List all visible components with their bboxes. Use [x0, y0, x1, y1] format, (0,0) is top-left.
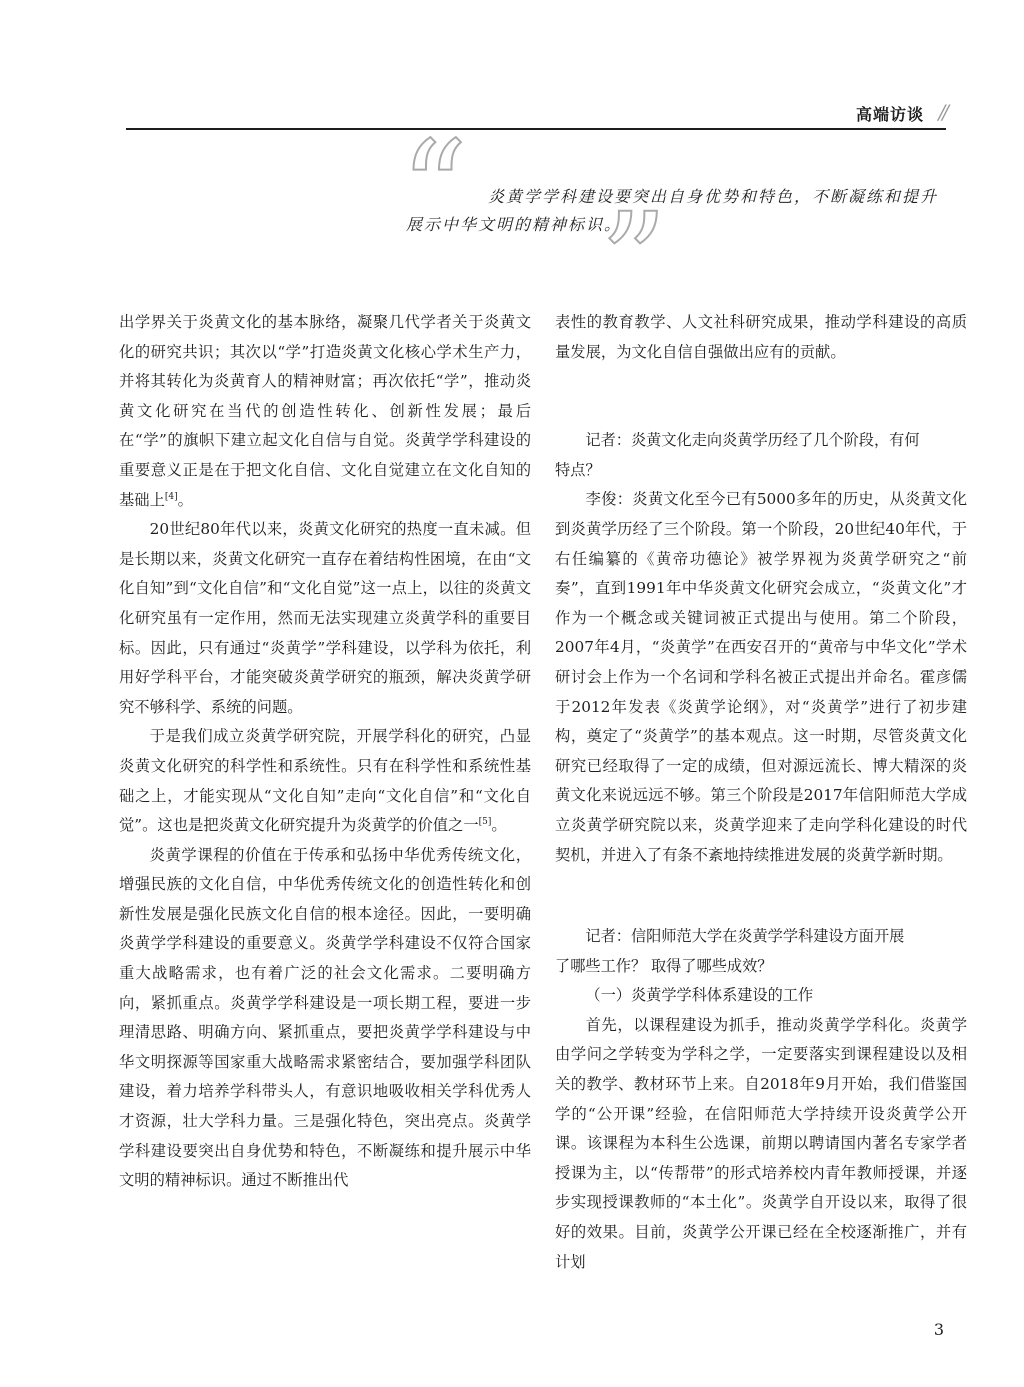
- question-1-line-2: 特点？: [555, 460, 601, 479]
- answer-2: 首先，以课程建设为抓手，推动炎黄学学科化。炎黄学由学问之学转变为学科之学，一定要落实到课程建设以及相关的教学、教材环节上来。自2018年9月开始，我们借鉴国学的“公开课”经验，在信阳师范大学持续开设炎黄学公开课。该课程为本科生公选课，前期以聘请国内著名专家学者授课为主，以“传帮带”的形式培养校内青年教师授课，并逐步实现授课教师的“本土化”。炎黄学自开设以来，取得了很好的效果。目前，炎黄学公开课已经在全校逐渐推广，并有计划: [555, 1015, 967, 1271]
- right-column: [555, 308, 967, 1277]
- open-quote-icon: “: [400, 113, 468, 267]
- page-number: 3: [933, 1320, 944, 1339]
- close-quote-icon: ”: [600, 185, 668, 339]
- header-slash-icon: //: [938, 100, 946, 124]
- left-paragraph-3-end: 。: [491, 816, 507, 835]
- question-2-line-1: 记者：信阳师范大学在炎黄学学科建设方面开展: [585, 927, 905, 946]
- left-paragraph-1-text: 出学界关于炎黄文化的基本脉络，凝聚几代学者关于炎黄文化的研究共识；其次以“学”打造炎黄文化核心学术生产力，并将其转化为炎黄育人的精神财富；再次依托“学”，推动炎黄文化研究在当代的创造性转化、创新性发展；最后在“学”的旗帜下建立起文化自信与自觉。炎黄学学科建设的重要意义正是在于把文化自信、文化自觉建立在文化自知的基础上: [119, 313, 531, 509]
- spacer: [555, 367, 967, 426]
- section-heading-1: （一）炎黄学学科体系建设的工作: [585, 986, 814, 1005]
- left-paragraph-1-end: 。: [177, 490, 193, 509]
- right-paragraph-1: 表性的教育教学、人文社科研究成果，推动学科建设的高质量发展，为文化自信自强做出应有的贡献。: [555, 313, 967, 361]
- header-title: 高端访谈: [855, 105, 924, 124]
- left-paragraph-2: 20世纪80年代以来，炎黄文化研究的热度一直未减。但是长期以来，炎黄文化研究一直存在着结构性困境，在由“文化自知”到“文化自信”和“文化自觉”这一点上，以往的炎黄文化研究虽有一定作用，然而无法实现建立炎黄学科的重要目标。因此，只有通过“炎黄学”学科建设，以学科为依托，利用好学科平台，才能突破炎黄学研究的瓶颈，解决炎黄学研究不够科学、系统的问题。: [119, 520, 531, 716]
- left-column: [119, 308, 531, 1196]
- answer-1: 李俊：炎黄文化至今已有5000多年的历史，从炎黄文化到炎黄学历经了三个阶段。第一个阶段，20世纪40年代，于右任编纂的《黄帝功德论》被学界视为炎黄学研究之“前奏”，直到1991年中华炎黄文化研究会成立，“炎黄文化”才作为一个概念或关键词被正式提出与使用。第二个阶段，2007年4月，“炎黄学”在西安召开的“黄帝与中华文化”学术研讨会上作为一个名词和学科名被正式提出并命名。霍彦儒于2012年发表《炎黄学论纲》，对“炎黄学”进行了初步建构，奠定了“炎黄学”的基本观点。这一时期，尽管炎黄文化研究已经取得了一定的成绩，但对源远流长、博大精深的炎黄文化来说远远不够。第三个阶段是2017年信阳师范大学成立炎黄学研究院以来，炎黄学迎来了走向学科化建设的时代契机，并进入了有条不紊地持续推进发展的炎黄学新时期。: [555, 490, 967, 864]
- left-paragraph-3: [119, 722, 531, 840]
- pull-quote-text: 炎黄学学科建设要突出自身优势和特色，不断凝练和提升展示中华文明的精神标识。: [406, 187, 939, 234]
- question-1-line-1: 记者：炎黄文化走向炎黄学历经了几个阶段，有何: [585, 431, 920, 450]
- left-paragraph-3-text: 于是我们成立炎黄学研究院，开展学科化的研究，凸显炎黄文化研究的科学性和系统性。只有在科学性和系统性基础之上，才能实现从“文化自知”走向“文化自信”和“文化自觉”。这也是把炎黄文化研究提升为炎黄学的价值之一: [119, 727, 531, 835]
- left-paragraph-3-reference: [5]: [478, 817, 492, 827]
- left-paragraph-1-reference: [4]: [164, 491, 178, 502]
- left-paragraph-4: 炎黄学课程的价值在于传承和弘扬中华优秀传统文化，增强民族的文化自信，中华优秀传统文化的创造性转化和创新性发展是强化民族文化自信的根本途径。因此，一要明确炎黄学学科建设的重要意义。炎黄学学科建设不仅符合国家重大战略需求，也有着广泛的社会文化需求。二要明确方向，紧抓重点。炎黄学学科建设是一项长期工程，要进一步理清思路、明确方向、紧抓重点，要把炎黄学学科建设与中华文明探源等国家重大战略需求紧密结合，要加强学科团队建设，着力培养学科带头人，有意识地吸收相关学科优秀人才资源，壮大学科力量。三是强化特色，突出亮点。炎黄学学科建设要突出自身优势和特色，不断凝练和提升展示中华文明的精神标识。通过不断推出代: [119, 845, 531, 1190]
- left-paragraph-1: [119, 308, 531, 515]
- question-2-line-2: 了哪些工作？ 取得了哪些成效？: [555, 956, 773, 975]
- spacer: [555, 870, 967, 922]
